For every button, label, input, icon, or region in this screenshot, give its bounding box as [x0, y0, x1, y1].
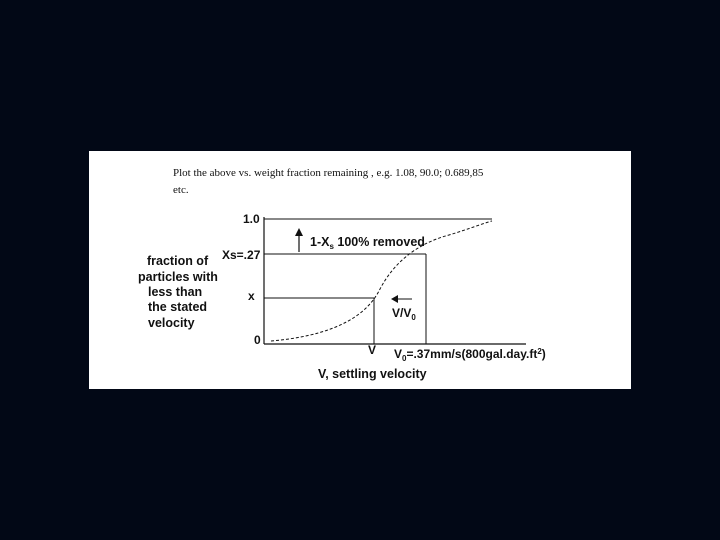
slide-image	[89, 151, 631, 389]
y-title-line-2: particles with	[138, 270, 218, 284]
y-title-line-1: fraction of	[147, 254, 209, 268]
y-tick-xs: Xs=.27	[222, 248, 261, 262]
y-title-line-5: velocity	[148, 316, 195, 330]
v-label: V	[368, 343, 377, 357]
caption-line-2: etc.	[173, 184, 189, 196]
y-title-line-4: the stated	[148, 300, 208, 314]
caption-line-1: Plot the above vs. weight fraction remaining , e.g. 1.08, 90.0; 0.689,85	[173, 167, 484, 179]
svg-text:fraction of particles wi	[138, 254, 221, 330]
y-tick-zero: 0	[254, 333, 261, 347]
removed-label: $1-X_s$ 100% removed	[310, 235, 425, 251]
y-title-line-3: less than	[148, 285, 203, 299]
settling-velocity-diagram	[89, 151, 631, 389]
y-tick-x: x	[248, 289, 255, 303]
up-arrow-icon	[295, 228, 303, 236]
x-axis-title: V, settling velocity	[318, 367, 427, 381]
y-tick-one: 1.0	[243, 212, 260, 226]
left-arrow-icon	[391, 295, 398, 303]
v0-label: $V_0=.37mm/s(800gal.day.ft^2)$	[394, 347, 546, 363]
ratio-label: $V/V_0$	[392, 306, 416, 322]
